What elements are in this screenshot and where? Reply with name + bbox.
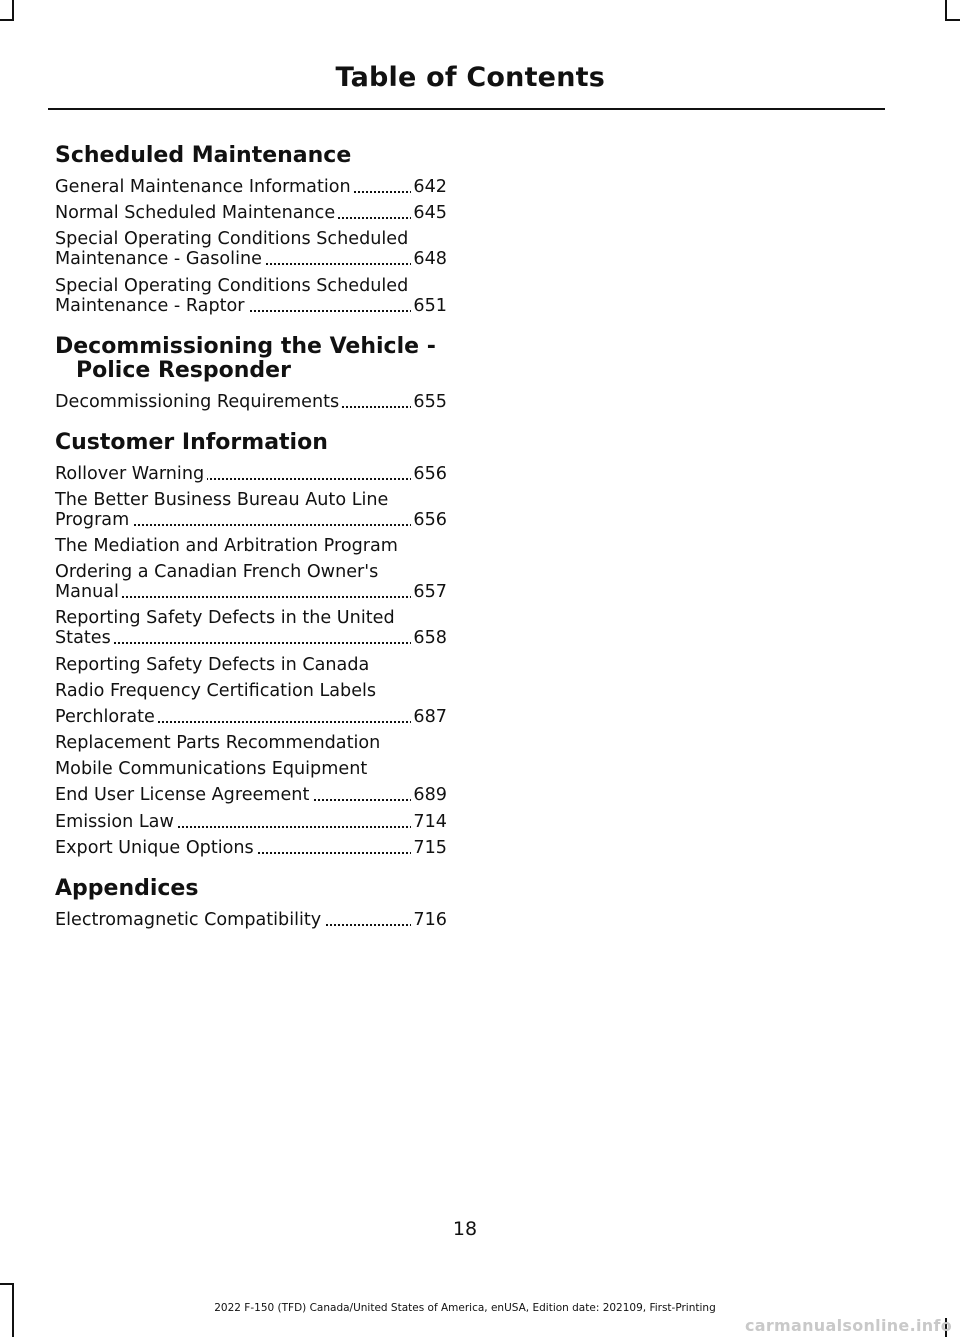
page-header	[48, 58, 885, 110]
entry-title: Ordering a Canadian French Owner's	[55, 562, 379, 583]
toc-entry[interactable]	[55, 562, 447, 602]
toc-entry[interactable]	[55, 838, 447, 858]
entry-title: Mobile Communications Equipment	[55, 759, 368, 780]
entry-title: Special Operating Conditions Scheduled	[55, 275, 409, 296]
entry-title: Emission Law	[55, 812, 177, 832]
entry-page-number: 715	[413, 837, 447, 858]
dot-leader	[75, 596, 447, 598]
entry-title-continued: Manual	[55, 582, 122, 602]
entry-title: Perchlorate	[55, 707, 158, 727]
toc-entry[interactable]	[55, 655, 447, 675]
entry-page-number: 714	[413, 811, 447, 832]
entry-title-continued: Maintenance - Gasoline	[55, 249, 265, 269]
section-title: Customer Information	[55, 429, 328, 455]
entry-page-number: 716	[413, 909, 447, 930]
entry-title: Normal Scheduled Maintenance	[55, 203, 338, 223]
table-of-contents	[55, 144, 447, 949]
entry-page-number: 656	[413, 463, 447, 484]
toc-entry[interactable]	[55, 910, 447, 930]
entry-page-number: 689	[413, 785, 447, 806]
entry-title: Rollover Warning	[55, 464, 207, 484]
toc-section	[55, 877, 447, 930]
toc-section	[55, 335, 447, 412]
toc-entry[interactable]	[55, 392, 447, 412]
crop-mark-top-left-v	[12, 0, 14, 20]
toc-entry[interactable]	[55, 536, 447, 556]
section-title: Appendices	[55, 875, 199, 901]
entry-page-number: 657	[413, 582, 447, 603]
toc-entry[interactable]	[55, 733, 447, 753]
entry-page-number: 656	[413, 509, 447, 530]
toc-entry[interactable]	[55, 707, 447, 727]
entry-title: Reporting Safety Defects in Canada	[55, 654, 370, 675]
toc-entry[interactable]	[55, 276, 447, 316]
entry-title: General Maintenance Information	[55, 177, 354, 197]
toc-entry[interactable]	[55, 785, 447, 805]
crop-mark-top-right-h	[945, 19, 960, 21]
page-number: 18	[452, 1218, 478, 1240]
entry-title: Replacement Parts Recommendation	[55, 733, 381, 754]
toc-section	[55, 144, 447, 316]
entry-title: Decommissioning Requirements	[55, 392, 342, 412]
entry-title-continued: States	[55, 628, 114, 648]
toc-entry[interactable]	[55, 203, 447, 223]
dot-leader	[75, 642, 447, 644]
crop-mark-top-left-h	[0, 19, 14, 21]
toc-entry[interactable]	[55, 759, 447, 779]
entry-page-number: 687	[413, 706, 447, 727]
toc-entry[interactable]	[55, 812, 447, 832]
entry-title: Special Operating Conditions Scheduled	[55, 229, 409, 250]
section-title: Decommissioning the Vehicle - Police Responder	[55, 333, 436, 383]
entry-page-number: 642	[413, 177, 447, 197]
toc-entry[interactable]	[55, 464, 447, 484]
edition-footer: 2022 F-150 (TFD) Canada/United States of America, enUSA, Edition date: 202109, First-Printing	[214, 1302, 716, 1314]
entry-title: Radio Frequency Certification Labels	[55, 680, 377, 701]
crop-mark-bottom-left-h	[0, 1283, 14, 1285]
toc-entry[interactable]	[55, 490, 447, 530]
entry-title: Export Unique Options	[55, 838, 257, 858]
entry-title: The Mediation and Arbitration Program	[55, 535, 398, 556]
entry-title-continued: Program	[55, 510, 132, 530]
entry-page-number: 648	[413, 249, 447, 270]
entry-title: The Better Business Bureau Auto Line	[55, 489, 389, 510]
toc-entry[interactable]	[55, 229, 447, 269]
entry-title: Electromagnetic Compatibility	[55, 910, 324, 930]
section-title: Scheduled Maintenance	[55, 143, 352, 168]
entry-title-continued: Maintenance - Raptor	[55, 296, 248, 316]
toc-entry[interactable]	[55, 177, 447, 197]
entry-page-number: 655	[413, 391, 447, 412]
crop-mark-top-right-v	[945, 0, 947, 20]
entry-title: Reporting Safety Defects in the United	[55, 608, 395, 629]
entry-page-number: 645	[413, 203, 447, 224]
entry-page-number: 651	[413, 295, 447, 316]
entry-title: End User License Agreement	[55, 785, 312, 805]
toc-section	[55, 431, 447, 858]
toc-entry[interactable]	[55, 681, 447, 701]
toc-entry[interactable]	[55, 608, 447, 648]
entry-page-number: 658	[413, 628, 447, 649]
watermark-text: carmanualsonline.info	[744, 1316, 952, 1335]
page-title: Table of Contents	[335, 62, 605, 93]
